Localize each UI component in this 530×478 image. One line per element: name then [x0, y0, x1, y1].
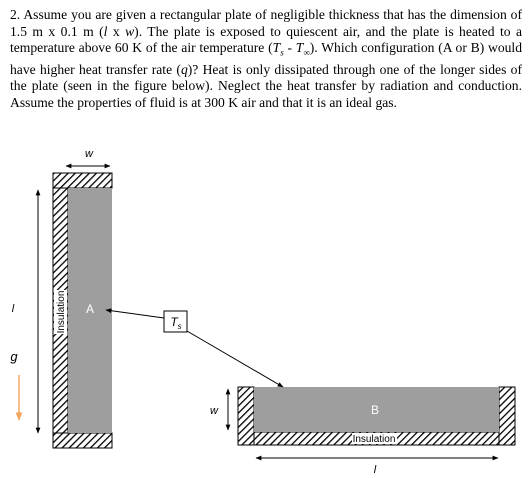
problem-segment: - — [283, 40, 296, 56]
problem-segment: T — [272, 40, 281, 56]
ts-leader-a — [106, 310, 164, 318]
problem-segment: x — [107, 23, 126, 39]
plate-a-insulation-label: Insulation — [56, 290, 67, 334]
problem-segment: Assume you are given a rectangular plate of negligible thickness that has the dimension of 1.5 m x 0.1 m ( — [10, 7, 522, 39]
ts-label-main: T — [170, 315, 178, 329]
problem-segment: T — [295, 40, 304, 56]
plate-b-insulation-left — [238, 387, 254, 445]
plate-a-insulation-bottom — [53, 433, 112, 448]
plate-a-insulation-top — [53, 173, 112, 188]
problem-segment: w — [125, 23, 135, 39]
dim-w-side-label: w — [210, 405, 218, 417]
plate-b — [238, 387, 515, 445]
plate-b-insulation-label: Insulation — [352, 434, 396, 445]
problem-number: 2. — [10, 7, 21, 22]
ts-leader-b — [187, 331, 283, 387]
plate-a-label: A — [85, 302, 95, 316]
plate-a — [53, 173, 112, 448]
problem-segment: ). The plate is exposed to quiescent air, and the plate is heated to a temperature above 60 K of the air temperature ( — [10, 23, 523, 56]
problem-segment: )? Heat is only dissipated through one of the longer sides of the plate (seen in the figure below). Neglect the heat transfer by radiation and conduction. Assume the properties of fluid is at 300 K air and that it is an ideal gas. — [10, 61, 522, 110]
plate-b-insulation-right — [499, 387, 515, 445]
plate-b-label: B — [370, 403, 380, 417]
problem-segment: ). Which configuration (A or B) would have higher heat transfer rate ( — [10, 40, 522, 77]
dim-l-bottom-label: l — [373, 464, 377, 476]
problem-segment: q — [180, 61, 188, 77]
problem-segment: s — [280, 47, 284, 58]
gravity-label: g — [10, 349, 18, 364]
problem-segment: ∞ — [303, 47, 310, 58]
problem-segment: l — [103, 23, 108, 39]
dim-w-top-label: w — [85, 148, 93, 160]
ts-label-sub: s — [177, 322, 182, 331]
dim-l-left-label: l — [11, 303, 15, 315]
